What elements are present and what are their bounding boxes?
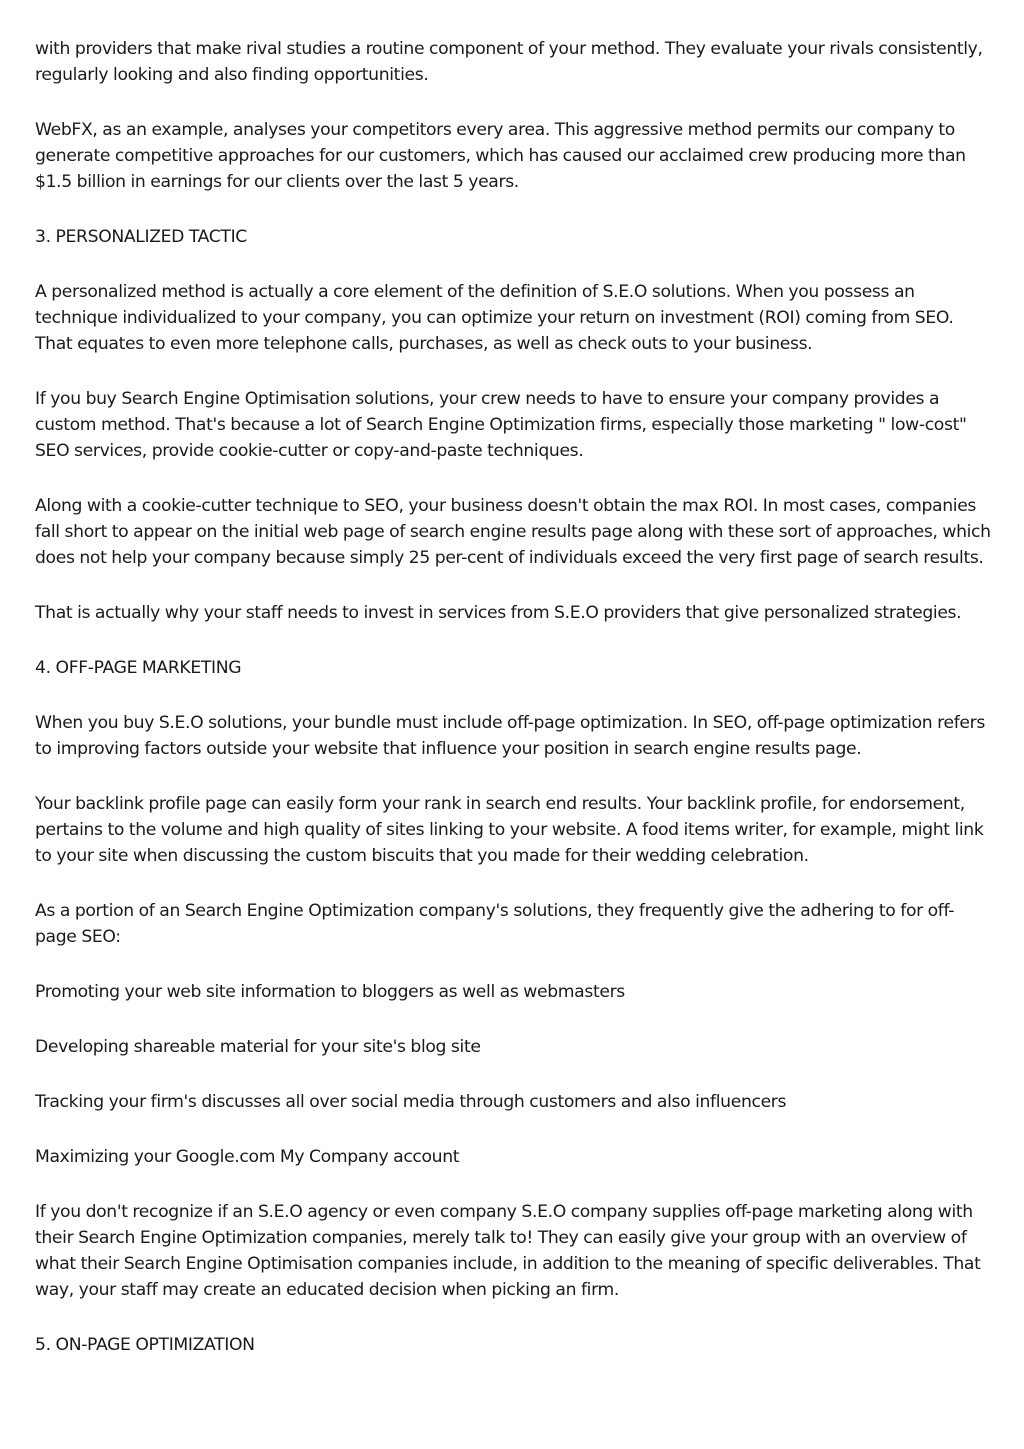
section-heading: 3. PERSONALIZED TACTIC [35,227,247,247]
paragraph: If you don't recognize if an S.E.O agency or even company S.E.O company supplies off-page marketing along with their Search Engine Optimization companies, merely talk to! They can easily give your group with an overview of what their Search Engine Optimisation companies include, in addition to the meaning of specific deliverables. That way, your staff may create an educated decision when picking an firm. [35,1202,981,1300]
paragraph: Your backlink profile page can easily form your rank in search end results. Your backlink profile, for endorsement, pertains to the volume and high quality of sites linking to your website. A food items writer, for example, might link to your site when discussing the custom biscuits that you made for their wedding celebration. [35,794,984,866]
list-item: Maximizing your Google.com My Company account [35,1147,460,1167]
paragraph: When you buy S.E.O solutions, your bundle must include off-page optimization. In SEO, off-page optimization refers to improving factors outside your website that influence your position in search engine results page. [35,713,985,759]
paragraph: Along with a cookie-cutter technique to SEO, your business doesn't obtain the max ROI. In most cases, companies fall short to appear on the initial web page of search engine results page along with these sort of approaches, which does not help your company because simply 25 per-cent of individuals exceed the very first page of search results. [35,496,991,568]
list-item: Developing shareable material for your site's blog site [35,1037,481,1057]
document-body [35,36,995,1387]
paragraph: with providers that make rival studies a routine component of your method. They evaluate your rivals consistently, regularly looking and also finding opportunities. [35,39,983,85]
section-heading: 4. OFF-PAGE MARKETING [35,658,242,678]
paragraph: WebFX, as an example, analyses your competitors every area. This aggressive method permits our company to generate competitive approaches for our customers, which has caused our acclaimed crew producing more than $1.5 billion in earnings for our clients over the last 5 years. [35,120,966,192]
list-item: Tracking your firm's discusses all over social media through customers and also influencers [35,1092,787,1112]
paragraph: As a portion of an Search Engine Optimization company's solutions, they frequently give the adhering to for off-page SEO: [35,901,955,947]
paragraph: If you buy Search Engine Optimisation solutions, your crew needs to have to ensure your company provides a custom method. That's because a lot of Search Engine Optimization firms, especially those marketing " low-cost" SEO services, provide cookie-cutter or copy-and-paste techniques. [35,389,967,461]
paragraph: A personalized method is actually a core element of the definition of S.E.O solutions. When you possess an technique individualized to your company, you can optimize your return on investment (ROI) coming from SEO. That equates to even more telephone calls, purchases, as well as check outs to your business. [35,282,954,354]
paragraph: That is actually why your staff needs to invest in services from S.E.O providers that give personalized strategies. [35,603,962,623]
list-item: Promoting your web site information to bloggers as well as webmasters [35,982,625,1002]
section-heading: 5. ON-PAGE OPTIMIZATION [35,1335,255,1355]
